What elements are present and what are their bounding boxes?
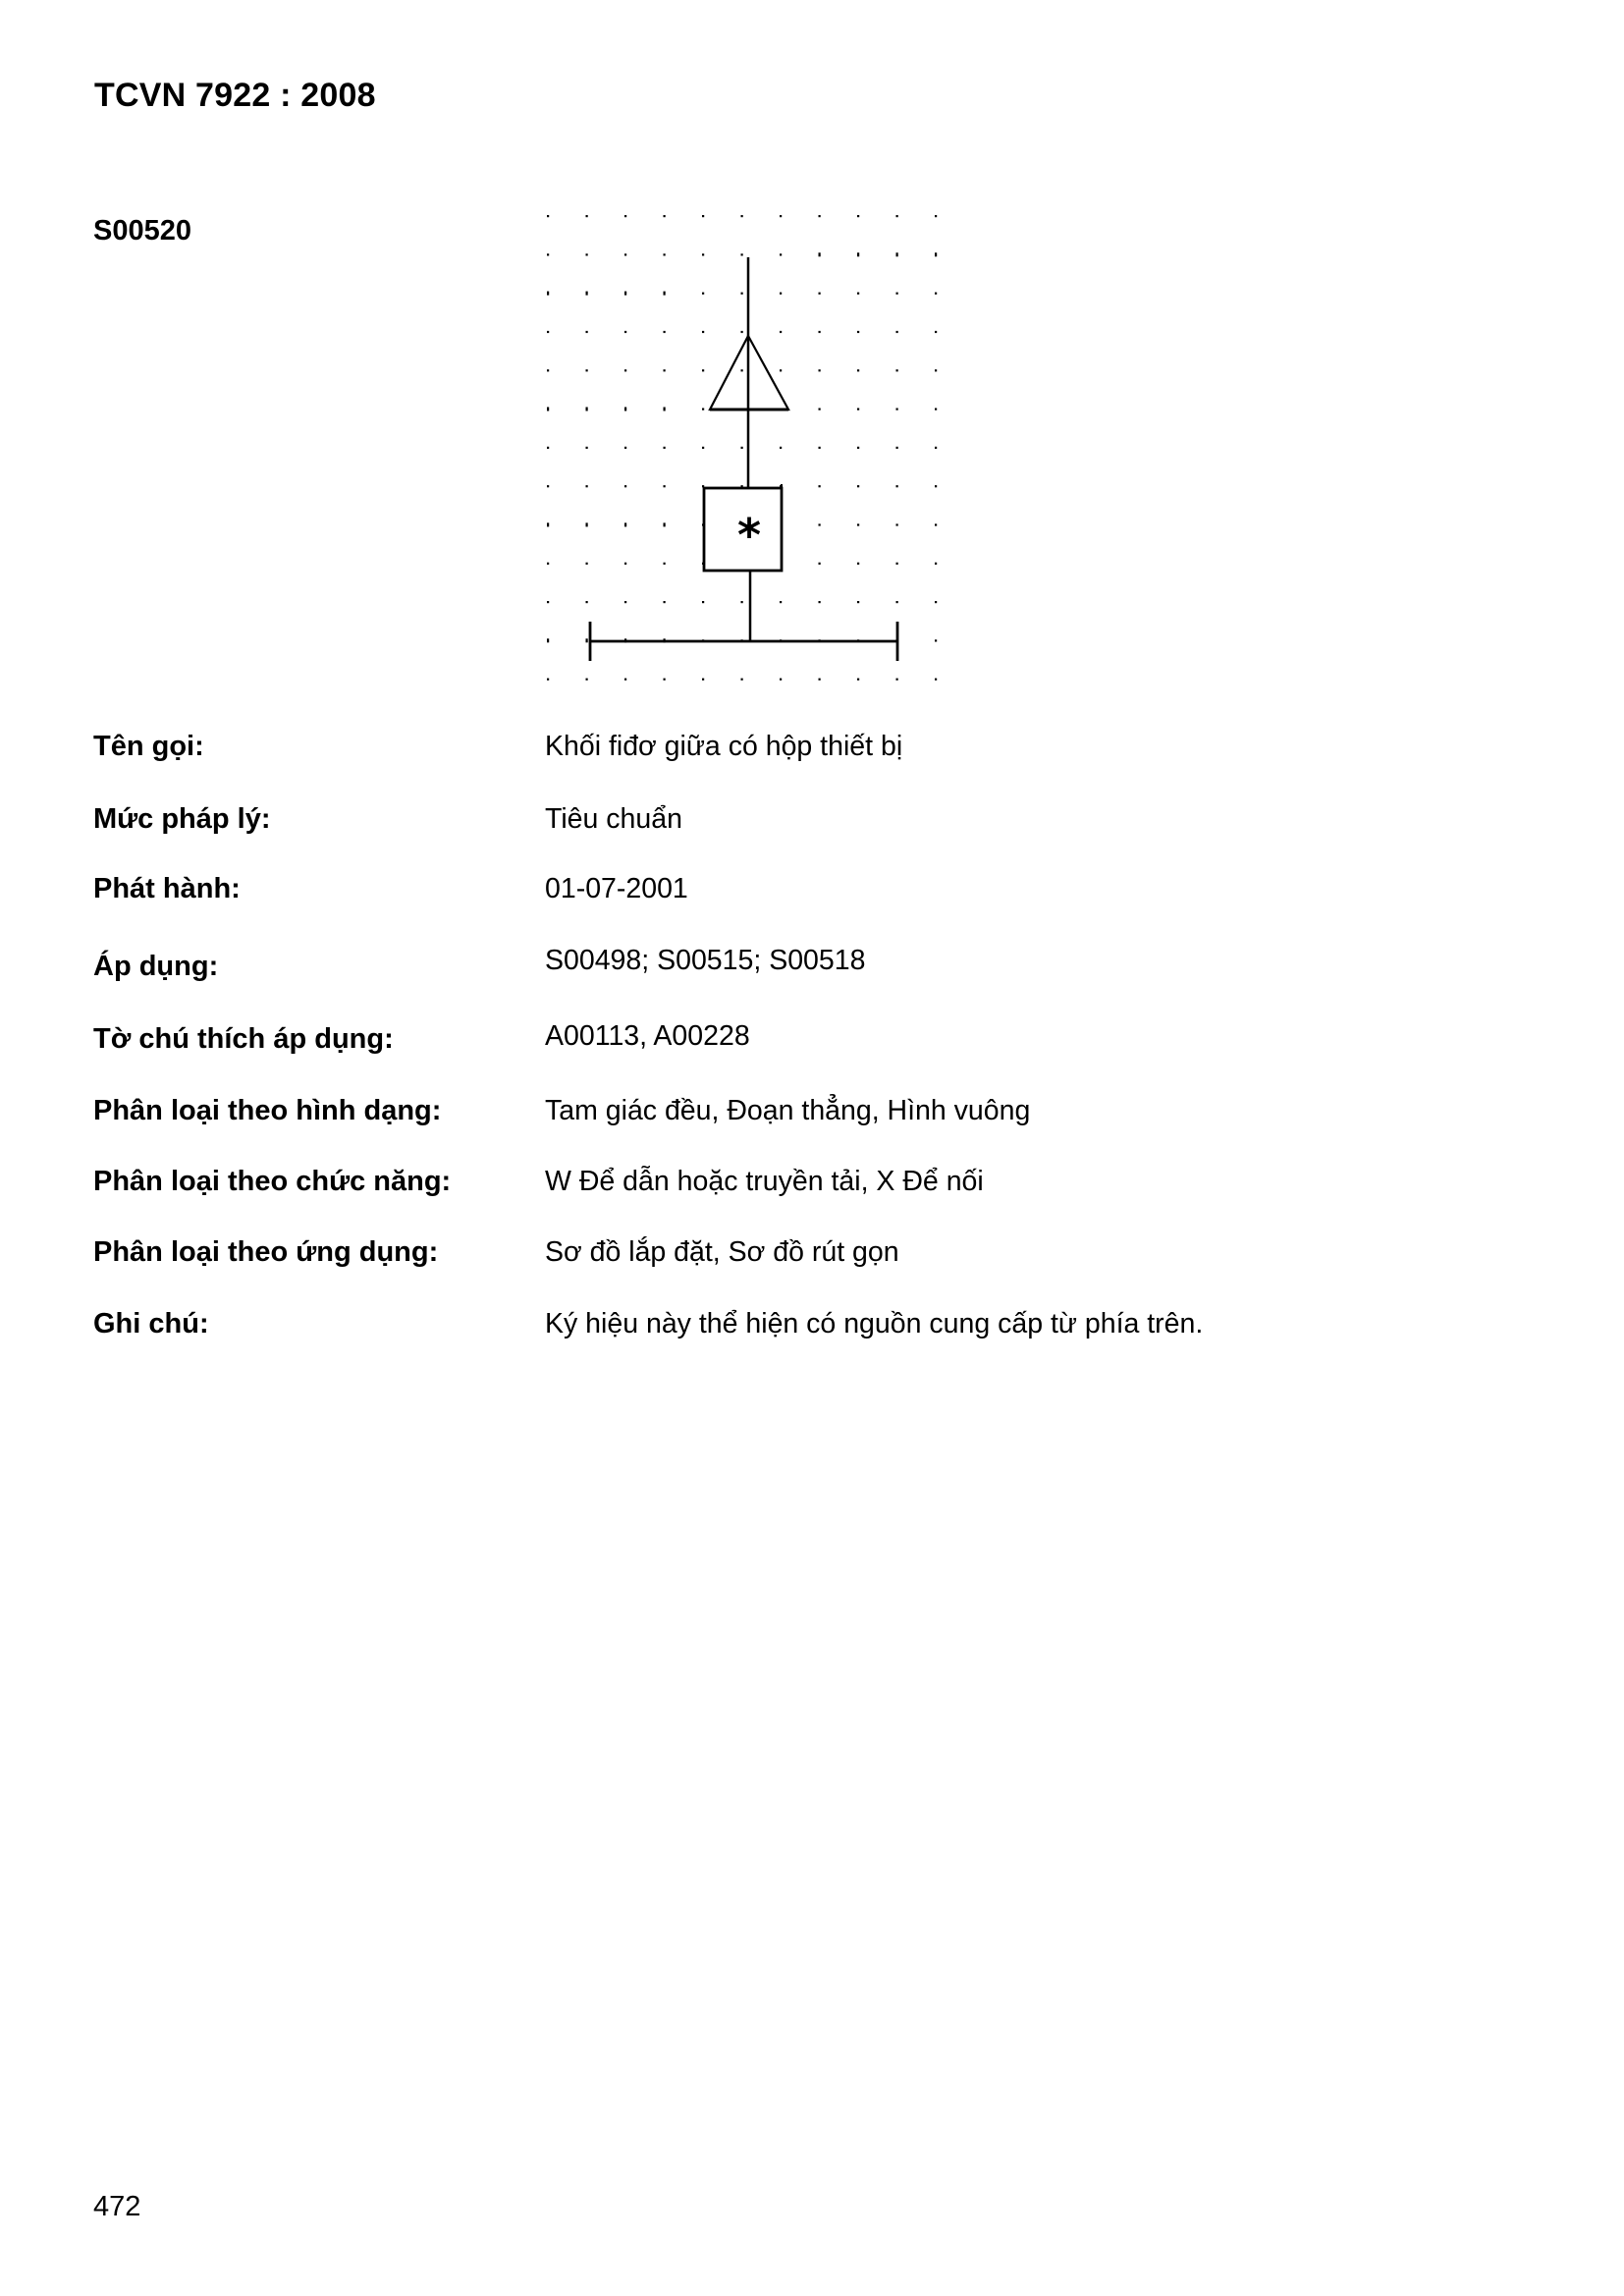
grid-dot <box>702 253 704 255</box>
grid-dot <box>664 215 666 217</box>
grid-dot <box>624 447 626 449</box>
grid-dot <box>896 485 898 487</box>
grid-dot <box>935 601 937 603</box>
grid-dot <box>702 679 704 681</box>
grid-dot <box>624 408 626 411</box>
field-label-annotation-sheets: Tờ chú thích áp dụng: <box>93 1023 394 1055</box>
grid-dot <box>741 293 743 295</box>
grid-dot <box>780 679 782 681</box>
symbol-code: S00520 <box>93 215 191 246</box>
grid-dot <box>624 331 626 333</box>
grid-dot <box>819 523 821 525</box>
grid-dot <box>664 292 666 296</box>
grid-dot <box>896 252 898 256</box>
grid-dot <box>547 408 549 411</box>
grid-dot <box>664 485 666 487</box>
grid-dot <box>702 409 704 410</box>
grid-dots <box>547 215 937 681</box>
grid-dot <box>624 601 626 603</box>
grid-dot <box>547 447 549 449</box>
grid-dot <box>664 563 666 565</box>
grid-dot <box>741 369 743 371</box>
field-label-legal-level: Mức pháp lý: <box>93 803 271 835</box>
grid-dot <box>857 293 859 295</box>
grid-dot <box>857 369 859 371</box>
grid-dot <box>547 215 549 217</box>
grid-dot <box>741 253 743 255</box>
grid-dot <box>896 409 898 410</box>
grid-dot <box>547 369 549 371</box>
grid-dot <box>664 253 666 255</box>
grid-dot <box>935 409 937 410</box>
field-label-name: Tên gọi: <box>93 731 204 762</box>
grid-dot <box>819 369 821 371</box>
grid-dot <box>896 447 898 449</box>
grid-dot <box>702 215 704 217</box>
grid-dot <box>741 679 743 681</box>
symbol-diagram <box>530 196 962 707</box>
grid-dot <box>857 679 859 681</box>
grid-dot <box>547 679 549 681</box>
field-value-name: Khối fiđơ giữa có hộp thiết bị <box>545 731 903 762</box>
grid-dot <box>857 563 859 565</box>
grid-dot <box>586 369 588 371</box>
grid-dot <box>857 409 859 410</box>
grid-dot <box>547 292 549 296</box>
grid-dot <box>819 293 821 295</box>
field-value-note: Ký hiệu này thể hiện có nguồn cung cấp từ phía trên. <box>545 1308 1204 1339</box>
grid-dot <box>935 331 937 333</box>
grid-dot <box>819 409 821 410</box>
grid-dot <box>664 447 666 449</box>
grid-dot <box>857 447 859 449</box>
grid-dot <box>935 679 937 681</box>
grid-dot <box>896 215 898 217</box>
field-label-release: Phát hành: <box>93 873 241 904</box>
field-value-shape-class: Tam giác đều, Đoạn thẳng, Hình vuông <box>545 1095 1031 1126</box>
grid-dot <box>624 522 626 526</box>
grid-dot <box>780 331 782 333</box>
grid-dot <box>664 331 666 333</box>
grid-dot <box>547 485 549 487</box>
grid-dot <box>741 447 743 449</box>
grid-dot <box>935 369 937 371</box>
grid-dot <box>702 293 704 295</box>
grid-dot <box>586 638 588 642</box>
field-value-release: 01-07-2001 <box>545 873 688 904</box>
grid-dot <box>586 215 588 217</box>
grid-dot <box>780 293 782 295</box>
grid-dot <box>780 601 782 603</box>
grid-dot <box>624 253 626 255</box>
grid-dot <box>819 215 821 217</box>
grid-dot <box>547 253 549 255</box>
grid-dot <box>547 638 549 642</box>
grid-dot <box>702 369 704 371</box>
document-standard-header: TCVN 7922 : 2008 <box>94 77 376 114</box>
grid-dot <box>819 447 821 449</box>
grid-dot <box>935 447 937 449</box>
field-label-application-class: Phân loại theo ứng dụng: <box>93 1236 439 1268</box>
grid-dot <box>547 522 549 526</box>
grid-dot <box>935 523 937 525</box>
grid-dot <box>547 331 549 333</box>
grid-dot <box>547 563 549 565</box>
grid-dot <box>586 485 588 487</box>
grid-dot <box>819 331 821 333</box>
grid-dot <box>935 563 937 565</box>
grid-dot <box>857 331 859 333</box>
grid-dot <box>896 679 898 681</box>
grid-dot <box>857 252 859 256</box>
grid-dot <box>586 331 588 333</box>
grid-dot <box>780 215 782 217</box>
grid-dot <box>586 292 588 296</box>
grid-dot <box>586 601 588 603</box>
grid-dot <box>857 215 859 217</box>
grid-dot <box>664 601 666 603</box>
grid-dot <box>935 252 937 256</box>
grid-dot <box>896 523 898 525</box>
grid-dot <box>586 522 588 526</box>
grid-dot <box>896 563 898 565</box>
grid-dot <box>624 369 626 371</box>
grid-dot <box>857 601 859 603</box>
grid-dot <box>624 215 626 217</box>
grid-dot <box>664 408 666 411</box>
grid-dot <box>935 485 937 487</box>
grid-dot <box>819 679 821 681</box>
grid-dot <box>624 563 626 565</box>
grid-dot <box>896 601 898 603</box>
grid-dot <box>819 252 821 256</box>
grid-dot <box>896 331 898 333</box>
grid-dot <box>857 485 859 487</box>
field-value-function-class: W Để dẫn hoặc truyền tải, X Để nối <box>545 1166 984 1197</box>
grid-dot <box>664 522 666 526</box>
page-number: 472 <box>93 2191 141 2222</box>
grid-dot <box>624 679 626 681</box>
grid-dot <box>586 563 588 565</box>
grid-dot <box>819 485 821 487</box>
grid-dot <box>857 523 859 525</box>
grid-dot <box>741 331 743 333</box>
grid-dot <box>935 215 937 217</box>
grid-dot <box>702 601 704 603</box>
field-label-shape-class: Phân loại theo hình dạng: <box>93 1095 442 1126</box>
symbol-diagram-svg <box>530 196 962 707</box>
grid-dot <box>702 331 704 333</box>
asterisk-mark: * <box>736 509 762 562</box>
grid-dot <box>702 447 704 449</box>
grid-dot <box>547 601 549 603</box>
grid-dot <box>741 215 743 217</box>
grid-dot <box>586 253 588 255</box>
field-value-legal-level: Tiêu chuẩn <box>545 803 682 835</box>
grid-dot <box>819 563 821 565</box>
grid-dot <box>664 679 666 681</box>
grid-dot <box>896 293 898 295</box>
grid-dot <box>624 292 626 296</box>
grid-dot <box>664 369 666 371</box>
grid-dot <box>624 485 626 487</box>
grid-dot <box>896 369 898 371</box>
field-label-applies: Áp dụng: <box>93 951 219 982</box>
grid-dot <box>780 369 782 371</box>
grid-dot <box>741 601 743 603</box>
field-label-note: Ghi chú: <box>93 1308 209 1339</box>
field-value-annotation-sheets: A00113, A00228 <box>545 1020 750 1052</box>
grid-dot <box>586 447 588 449</box>
grid-dot <box>586 679 588 681</box>
field-value-application-class: Sơ đồ lắp đặt, Sơ đồ rút gọn <box>545 1236 899 1268</box>
grid-dot <box>780 253 782 255</box>
field-value-applies: S00498; S00515; S00518 <box>545 945 866 976</box>
grid-dot <box>819 601 821 603</box>
grid-dot <box>780 447 782 449</box>
grid-dot <box>586 408 588 411</box>
grid-dot <box>935 639 937 641</box>
field-label-function-class: Phân loại theo chức năng: <box>93 1166 452 1197</box>
grid-dot <box>935 293 937 295</box>
